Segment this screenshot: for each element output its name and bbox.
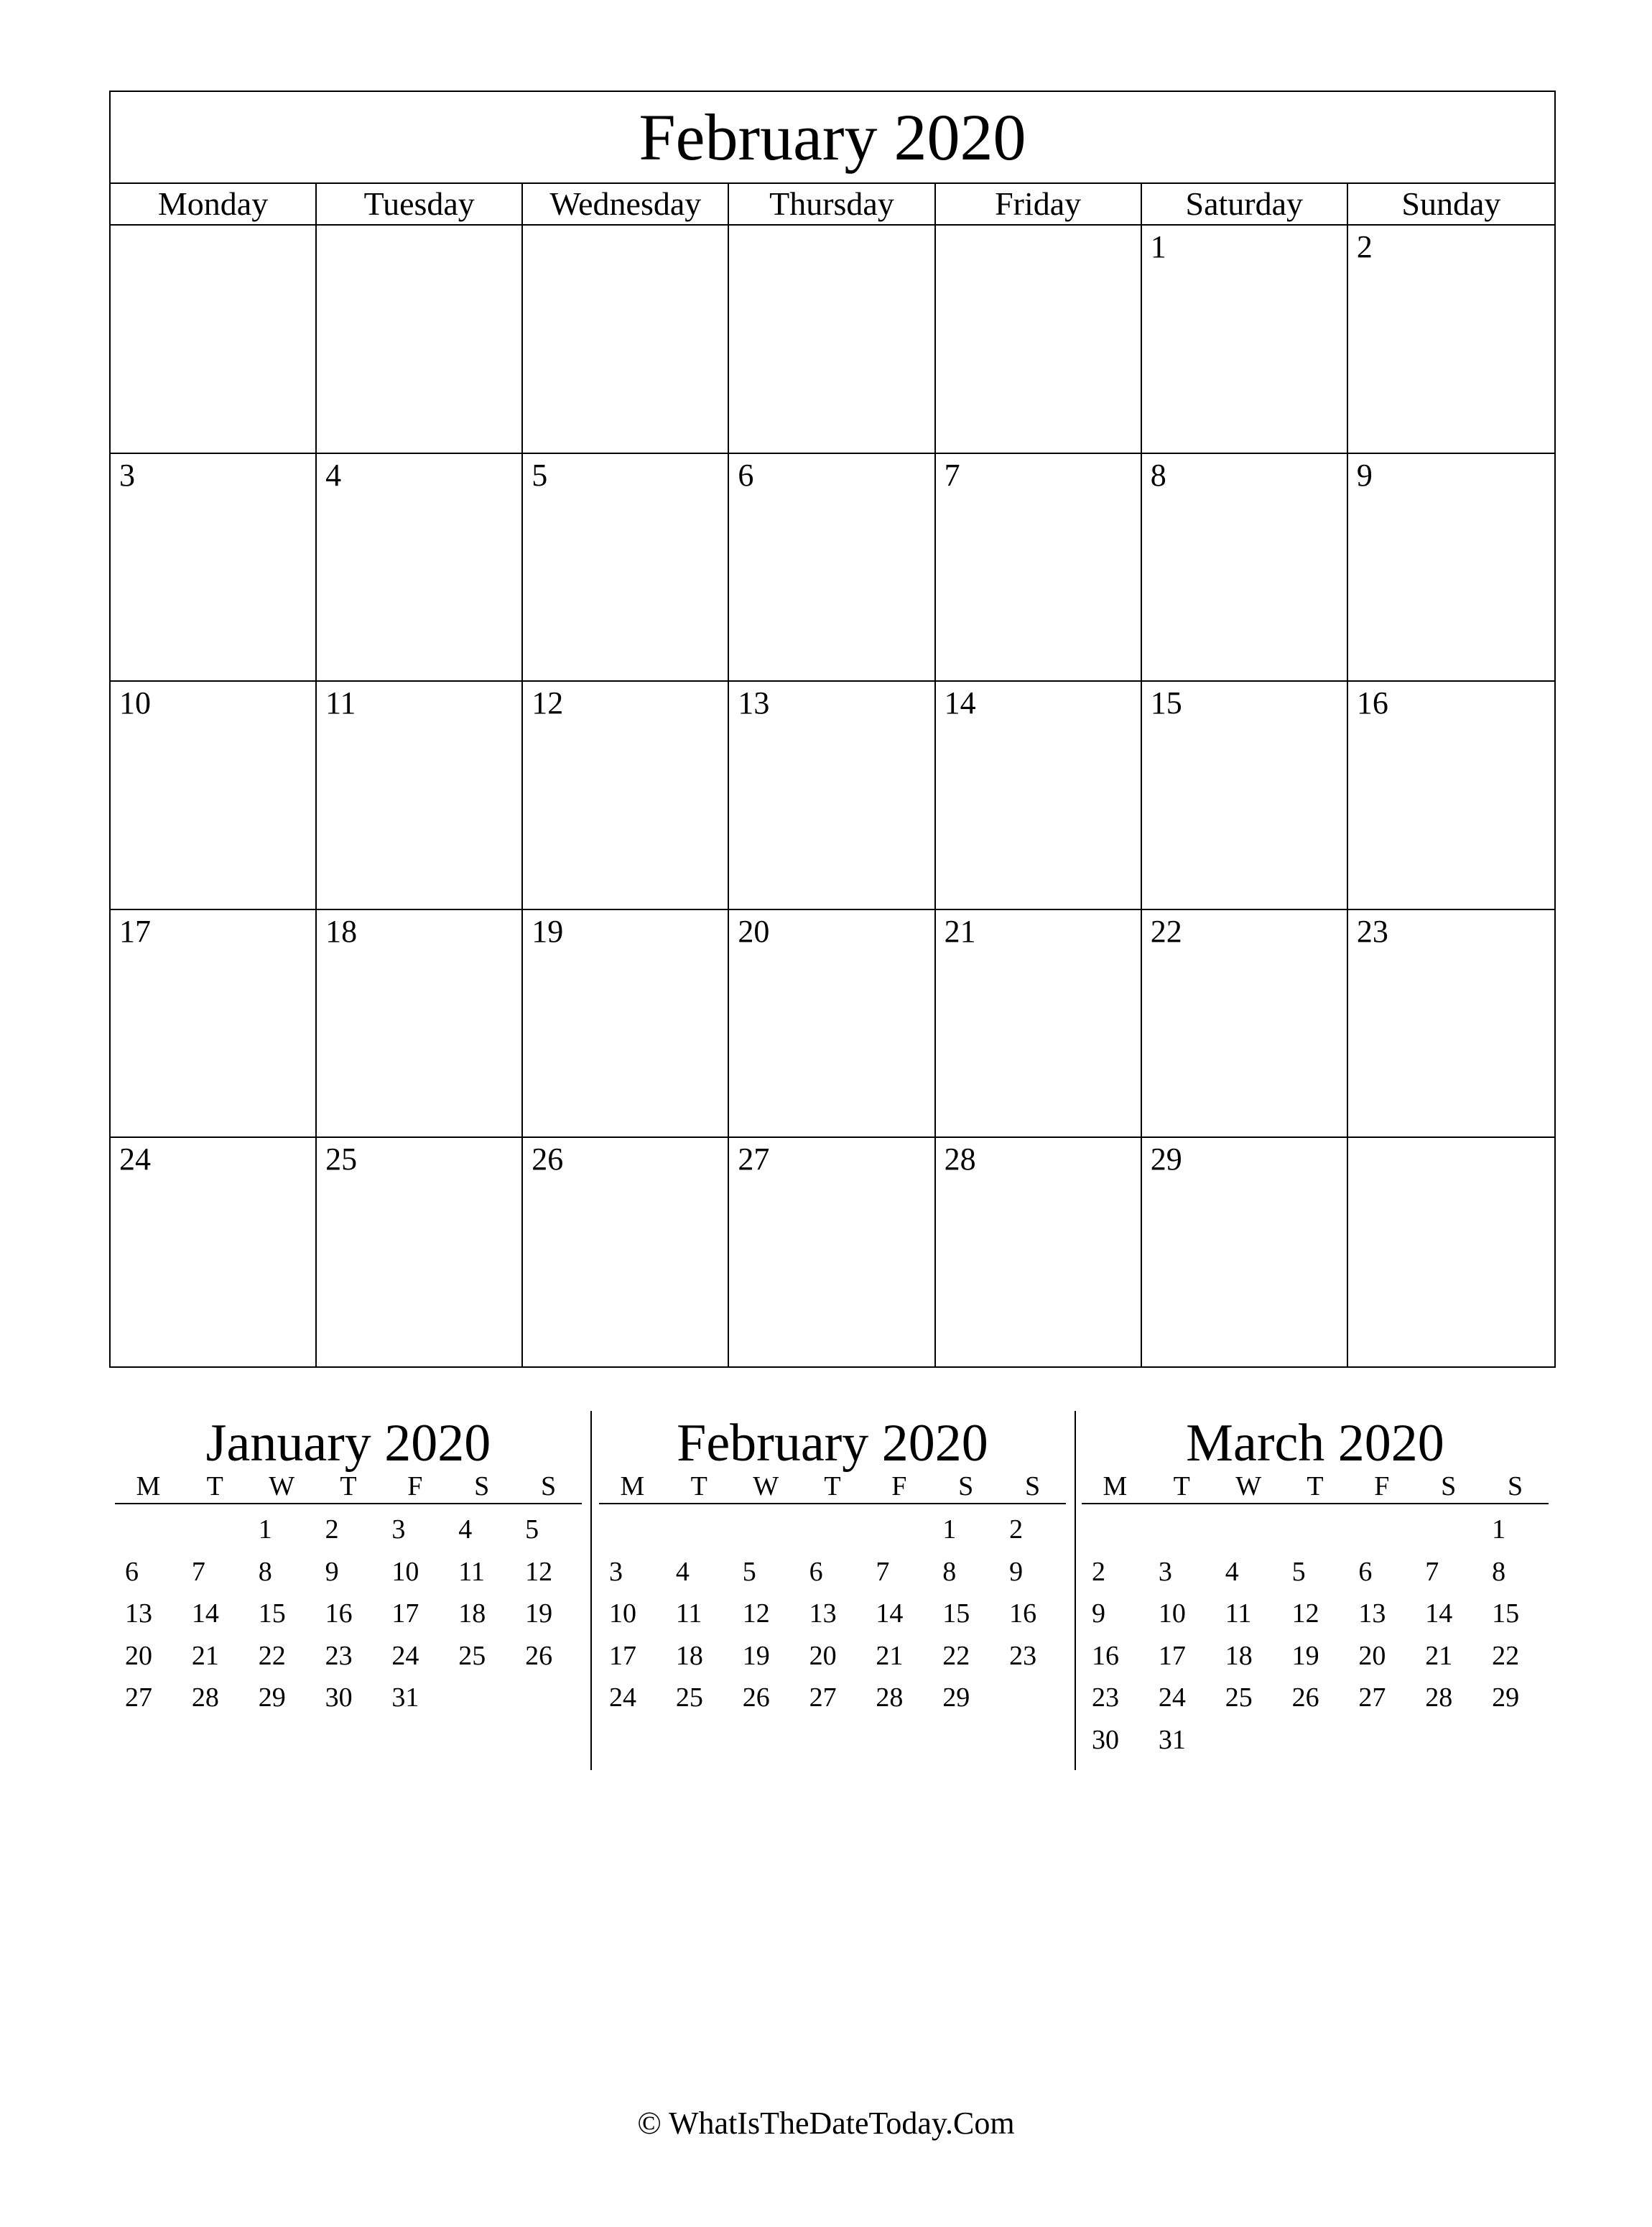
mini-day: 23	[1092, 1682, 1119, 1713]
mini-day: 13	[1358, 1598, 1386, 1629]
day-cell	[317, 454, 523, 682]
mini-day: 22	[258, 1640, 286, 1671]
mini-day: 20	[125, 1640, 152, 1671]
day-cell	[936, 226, 1142, 454]
mini-weekday-row	[599, 1468, 1066, 1504]
main-calendar	[109, 91, 1556, 1368]
day-cell	[111, 226, 317, 454]
weekday-header: Saturday	[1142, 184, 1348, 224]
mini-day: 2	[325, 1514, 339, 1545]
day-cell	[111, 682, 317, 910]
mini-day: 24	[391, 1640, 419, 1671]
mini-day-grid	[1082, 1504, 1549, 1761]
mini-day	[666, 1509, 733, 1551]
mini-day	[182, 1509, 249, 1551]
weekday-header: Friday	[936, 184, 1142, 224]
mini-day	[1148, 1509, 1215, 1551]
mini-day: 4	[458, 1514, 473, 1545]
divider	[590, 1411, 592, 1770]
mini-weekday: S	[1507, 1471, 1523, 1501]
day-number: 26	[532, 1142, 564, 1177]
mini-weekday: S	[1441, 1471, 1457, 1501]
mini-day: 17	[391, 1598, 419, 1629]
day-cell	[317, 1138, 523, 1366]
copyright-footer: © WhatIsTheDateToday.Com	[637, 2106, 1015, 2141]
mini-calendar-february	[599, 1408, 1066, 1773]
mini-day: 7	[191, 1556, 205, 1587]
mini-day: 12	[742, 1598, 770, 1629]
day-number: 28	[944, 1142, 976, 1177]
mini-day: 6	[1358, 1556, 1373, 1587]
day-number: 20	[738, 913, 770, 949]
mini-weekday: T	[206, 1471, 223, 1501]
mini-day: 8	[258, 1556, 272, 1587]
day-number: 15	[1150, 685, 1182, 721]
mini-day: 14	[876, 1598, 904, 1629]
mini-weekday: M	[620, 1471, 645, 1501]
mini-weekday: W	[269, 1471, 295, 1501]
mini-day: 27	[125, 1682, 152, 1713]
mini-day: 1	[942, 1514, 957, 1545]
day-cell	[1142, 910, 1348, 1139]
day-cell	[317, 682, 523, 910]
mini-day: 6	[125, 1556, 139, 1587]
mini-day: 25	[1225, 1682, 1253, 1713]
mini-day	[1348, 1719, 1415, 1761]
mini-day: 10	[391, 1556, 419, 1587]
mini-calendar-march	[1082, 1408, 1549, 1773]
mini-day: 12	[1291, 1598, 1319, 1629]
mini-day: 13	[125, 1598, 152, 1629]
mini-day: 23	[1009, 1640, 1037, 1671]
mini-day: 18	[675, 1640, 703, 1671]
day-number: 17	[119, 913, 151, 949]
mini-weekday: T	[340, 1471, 357, 1501]
mini-day	[1415, 1509, 1482, 1551]
mini-day	[1215, 1719, 1282, 1761]
mini-day: 19	[742, 1640, 770, 1671]
mini-day: 19	[1291, 1640, 1319, 1671]
day-number: 13	[738, 685, 770, 721]
day-number: 8	[1150, 457, 1166, 493]
mini-day: 29	[942, 1682, 970, 1713]
mini-weekday: T	[1307, 1471, 1324, 1501]
day-cell	[936, 454, 1142, 682]
mini-day: 8	[1492, 1556, 1506, 1587]
mini-day: 21	[1425, 1640, 1453, 1671]
mini-day: 26	[525, 1640, 553, 1671]
mini-day: 11	[675, 1598, 702, 1629]
mini-day	[1415, 1719, 1482, 1761]
mini-day: 5	[525, 1514, 539, 1545]
mini-day: 16	[325, 1598, 353, 1629]
day-number: 11	[325, 685, 356, 721]
day-cell	[729, 910, 935, 1139]
mini-day	[866, 1509, 932, 1551]
mini-day: 23	[325, 1640, 353, 1671]
day-cell	[1142, 226, 1348, 454]
day-cell	[523, 454, 729, 682]
day-cell	[1348, 226, 1554, 454]
mini-day: 3	[391, 1514, 406, 1545]
mini-weekday: S	[958, 1471, 974, 1501]
mini-day	[448, 1677, 515, 1719]
day-cell	[111, 454, 317, 682]
divider	[1075, 1411, 1076, 1770]
mini-day-grid	[115, 1504, 582, 1719]
weekday-header-row	[111, 184, 1554, 226]
mini-day: 5	[1291, 1556, 1306, 1587]
mini-calendar-title: January 2020	[205, 1414, 491, 1473]
day-cell	[317, 226, 523, 454]
mini-day: 22	[1492, 1640, 1520, 1671]
day-number: 18	[325, 913, 358, 949]
mini-day: 13	[809, 1598, 837, 1629]
mini-day	[1282, 1719, 1349, 1761]
day-cell	[317, 910, 523, 1139]
mini-day: 27	[809, 1682, 837, 1713]
mini-day: 9	[1009, 1556, 1024, 1587]
mini-day: 28	[1425, 1682, 1453, 1713]
mini-day	[1348, 1509, 1415, 1551]
mini-weekday: M	[136, 1471, 161, 1501]
mini-day: 22	[942, 1640, 970, 1671]
mini-day: 2	[1092, 1556, 1105, 1587]
mini-day: 10	[1158, 1598, 1186, 1629]
mini-day: 14	[191, 1598, 219, 1629]
day-cell	[523, 226, 729, 454]
mini-weekday: W	[1235, 1471, 1262, 1501]
day-cell	[523, 682, 729, 910]
mini-day: 7	[876, 1556, 890, 1587]
day-cell	[111, 910, 317, 1139]
day-number: 16	[1356, 685, 1388, 721]
mini-day: 17	[609, 1640, 636, 1671]
day-cell	[1142, 454, 1348, 682]
weekday-header: Wednesday	[523, 184, 729, 224]
mini-day: 11	[458, 1556, 485, 1587]
calendar-title: February 2020	[111, 92, 1554, 184]
day-cell	[729, 454, 935, 682]
day-number: 23	[1356, 913, 1388, 949]
mini-weekday: F	[891, 1471, 907, 1501]
mini-day: 5	[742, 1556, 756, 1587]
mini-day: 18	[458, 1598, 486, 1629]
mini-day	[515, 1677, 582, 1719]
mini-day: 9	[1092, 1598, 1105, 1629]
mini-weekday: M	[1103, 1471, 1128, 1501]
day-number: 7	[944, 457, 960, 493]
mini-day: 16	[1092, 1640, 1119, 1671]
mini-day: 30	[1092, 1724, 1119, 1755]
day-number: 1	[1150, 229, 1166, 264]
mini-day: 21	[876, 1640, 904, 1671]
weekday-header: Tuesday	[317, 184, 523, 224]
day-number: 5	[532, 457, 548, 493]
day-cell	[1348, 1138, 1554, 1366]
mini-weekday: T	[690, 1471, 707, 1501]
day-number: 10	[119, 685, 151, 721]
weekday-header: Monday	[111, 184, 317, 224]
day-number: 25	[325, 1142, 358, 1177]
mini-weekday-row	[115, 1468, 582, 1504]
mini-day: 6	[809, 1556, 823, 1587]
mini-day: 4	[675, 1556, 690, 1587]
day-number: 22	[1150, 913, 1182, 949]
day-number: 27	[738, 1142, 770, 1177]
mini-day: 1	[258, 1514, 272, 1545]
day-cell	[1142, 682, 1348, 910]
mini-weekday-row	[1082, 1468, 1549, 1504]
mini-weekday: S	[1024, 1471, 1041, 1501]
mini-calendars	[115, 1408, 1551, 1773]
mini-day	[115, 1509, 182, 1551]
mini-day: 2	[1009, 1514, 1024, 1545]
mini-day: 15	[258, 1598, 286, 1629]
mini-day: 17	[1158, 1640, 1186, 1671]
mini-day: 15	[942, 1598, 970, 1629]
mini-day: 25	[458, 1640, 486, 1671]
day-cell	[111, 1138, 317, 1366]
day-cell	[1142, 1138, 1348, 1366]
day-cell	[523, 910, 729, 1139]
mini-day	[1082, 1509, 1148, 1551]
day-cell	[523, 1138, 729, 1366]
mini-day: 26	[1291, 1682, 1319, 1713]
mini-day	[1282, 1509, 1349, 1551]
mini-day: 3	[609, 1556, 623, 1587]
mini-day: 16	[1009, 1598, 1037, 1629]
mini-day: 24	[609, 1682, 636, 1713]
mini-day	[599, 1509, 666, 1551]
day-cell	[936, 1138, 1142, 1366]
mini-day: 29	[1492, 1682, 1520, 1713]
mini-day: 10	[609, 1598, 636, 1629]
day-number: 19	[532, 913, 564, 949]
weekday-header: Sunday	[1401, 185, 1501, 222]
day-number: 4	[325, 457, 342, 493]
mini-day: 29	[258, 1682, 286, 1713]
mini-day	[1215, 1509, 1282, 1551]
mini-weekday: T	[824, 1471, 841, 1501]
mini-day: 24	[1158, 1682, 1186, 1713]
day-cell	[1348, 682, 1554, 910]
day-number: 6	[738, 457, 754, 493]
mini-day: 25	[675, 1682, 703, 1713]
weekday-header: Thursday	[729, 184, 935, 224]
day-number: 9	[1356, 457, 1373, 493]
mini-day: 11	[1225, 1598, 1252, 1629]
mini-day: 30	[325, 1682, 353, 1713]
mini-calendar-january	[115, 1408, 582, 1773]
mini-day: 12	[525, 1556, 553, 1587]
mini-day: 31	[1158, 1724, 1186, 1755]
day-number: 2	[1356, 229, 1373, 264]
day-number: 12	[532, 685, 564, 721]
day-cell	[1348, 910, 1554, 1139]
mini-day: 19	[525, 1598, 553, 1629]
mini-day: 7	[1425, 1556, 1439, 1587]
day-cell	[1348, 454, 1554, 682]
mini-weekday: F	[1374, 1471, 1390, 1501]
mini-day	[1482, 1719, 1549, 1761]
day-number: 29	[1150, 1142, 1182, 1177]
mini-day: 18	[1225, 1640, 1253, 1671]
day-number: 21	[944, 913, 976, 949]
mini-day: 8	[942, 1556, 957, 1587]
mini-day: 21	[191, 1640, 219, 1671]
mini-day: 31	[391, 1682, 419, 1713]
day-number: 14	[944, 685, 976, 721]
mini-day: 9	[325, 1556, 339, 1587]
mini-day	[799, 1509, 866, 1551]
mini-weekday: S	[474, 1471, 490, 1501]
mini-day: 28	[191, 1682, 219, 1713]
mini-day-grid	[599, 1504, 1066, 1719]
day-cell	[729, 226, 935, 454]
mini-day: 14	[1425, 1598, 1453, 1629]
day-cell	[729, 682, 935, 910]
mini-weekday: T	[1173, 1471, 1190, 1501]
mini-day: 20	[1358, 1640, 1386, 1671]
day-cell	[729, 1138, 935, 1366]
mini-day: 15	[1492, 1598, 1520, 1629]
day-number: 24	[119, 1142, 151, 1177]
mini-weekday: W	[753, 1471, 779, 1501]
mini-day: 26	[742, 1682, 770, 1713]
mini-day: 3	[1158, 1556, 1172, 1587]
day-cell	[936, 682, 1142, 910]
mini-day: 27	[1358, 1682, 1386, 1713]
mini-day	[999, 1677, 1066, 1719]
day-number: 3	[119, 457, 135, 493]
day-cell	[936, 910, 1142, 1139]
mini-calendar-title: March 2020	[1186, 1414, 1444, 1473]
mini-day	[733, 1509, 799, 1551]
mini-weekday: S	[540, 1471, 557, 1501]
mini-day: 20	[809, 1640, 837, 1671]
mini-weekday: F	[407, 1471, 423, 1501]
mini-calendar-title: February 2020	[677, 1414, 988, 1473]
mini-day: 28	[876, 1682, 904, 1713]
day-grid	[111, 226, 1554, 1366]
mini-day: 1	[1492, 1514, 1506, 1545]
mini-day: 4	[1225, 1556, 1239, 1587]
